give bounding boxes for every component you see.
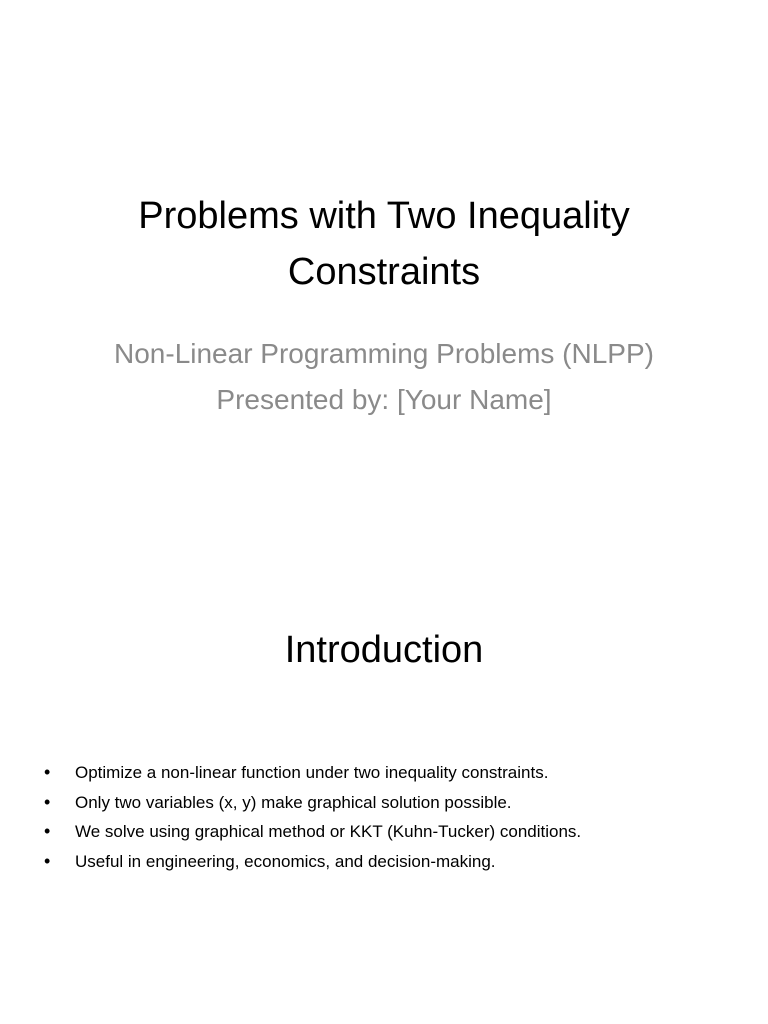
slide-title-heading: Problems with Two Inequality Constraints	[138, 195, 630, 293]
bullet-item: • Useful in engineering, economics, and decision-making.	[44, 847, 734, 877]
bullet-item: • Only two variables (x, y) make graphical solution possible.	[44, 788, 734, 818]
subtitle-line-nlpp: Non-Linear Programming Problems (NLPP)	[114, 338, 654, 369]
introduction-heading: Introduction	[284, 629, 484, 671]
slide-introduction	[0, 512, 768, 1024]
subtitle-line-presenter: Presented by: [Your Name]	[216, 384, 552, 415]
slide-subtitle	[100, 333, 668, 421]
bullet-item: • We solve using graphical method or KKT (Kuhn-Tucker) conditions.	[44, 817, 734, 847]
introduction-bullet-list	[44, 758, 734, 876]
bullet-item: • Optimize a non-linear function under two inequality constraints.	[44, 758, 734, 788]
